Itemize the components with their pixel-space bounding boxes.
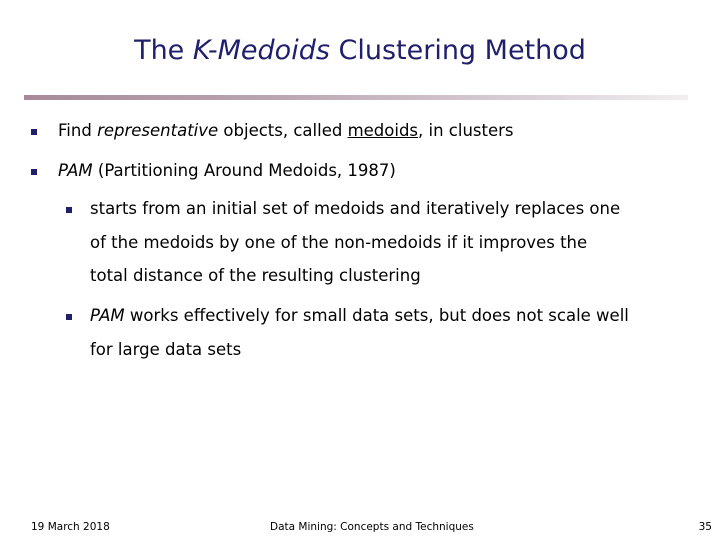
footer-course-title: Data Mining: Concepts and Techniques [270, 521, 474, 533]
sub-bullet-2-line-2: for large data sets [90, 340, 242, 359]
bullet-1-text [58, 120, 514, 142]
title-emphasis: K-Medoids [192, 35, 330, 66]
bullet-1-part-b: representative [97, 121, 219, 140]
bullet-marker-2 [31, 169, 37, 175]
title-underline-rule [24, 95, 688, 100]
bullet-1-part-c: objects, called [218, 121, 348, 140]
bullet-2-part-b: (Partitioning Around Medoids, 1987) [92, 161, 396, 180]
footer-date: 19 March 2018 [31, 521, 110, 533]
sub-bullet-2-part-b: works effectively for small data sets, but does not scale well [124, 306, 629, 325]
bullet-2-text [58, 160, 396, 182]
footer-page-number: 35 [698, 521, 712, 533]
sub-bullet-1-line-3: total distance of the resulting clustering [90, 266, 421, 285]
bullet-marker-1 [31, 129, 37, 135]
bullet-2-part-a: PAM [58, 161, 93, 180]
sub-bullet-1-line-2: of the medoids by one of the non-medoids if it improves the [90, 233, 588, 252]
slide-title [0, 33, 720, 69]
bullet-1-part-e: , in clusters [418, 121, 514, 140]
bullet-1-part-d: medoids [347, 121, 419, 140]
sub-bullet-2-part-a: PAM [90, 306, 125, 325]
sub-bullet-marker-2 [66, 314, 72, 320]
sub-bullet-marker-1 [66, 207, 72, 213]
title-suffix: Clustering Method [329, 35, 586, 66]
bullet-1-part-a: Find [58, 121, 98, 140]
title-prefix: The [134, 35, 193, 66]
sub-bullet-2-line-1 [90, 305, 629, 327]
sub-bullet-1-line-1: starts from an initial set of medoids and iteratively replaces one [90, 199, 621, 218]
